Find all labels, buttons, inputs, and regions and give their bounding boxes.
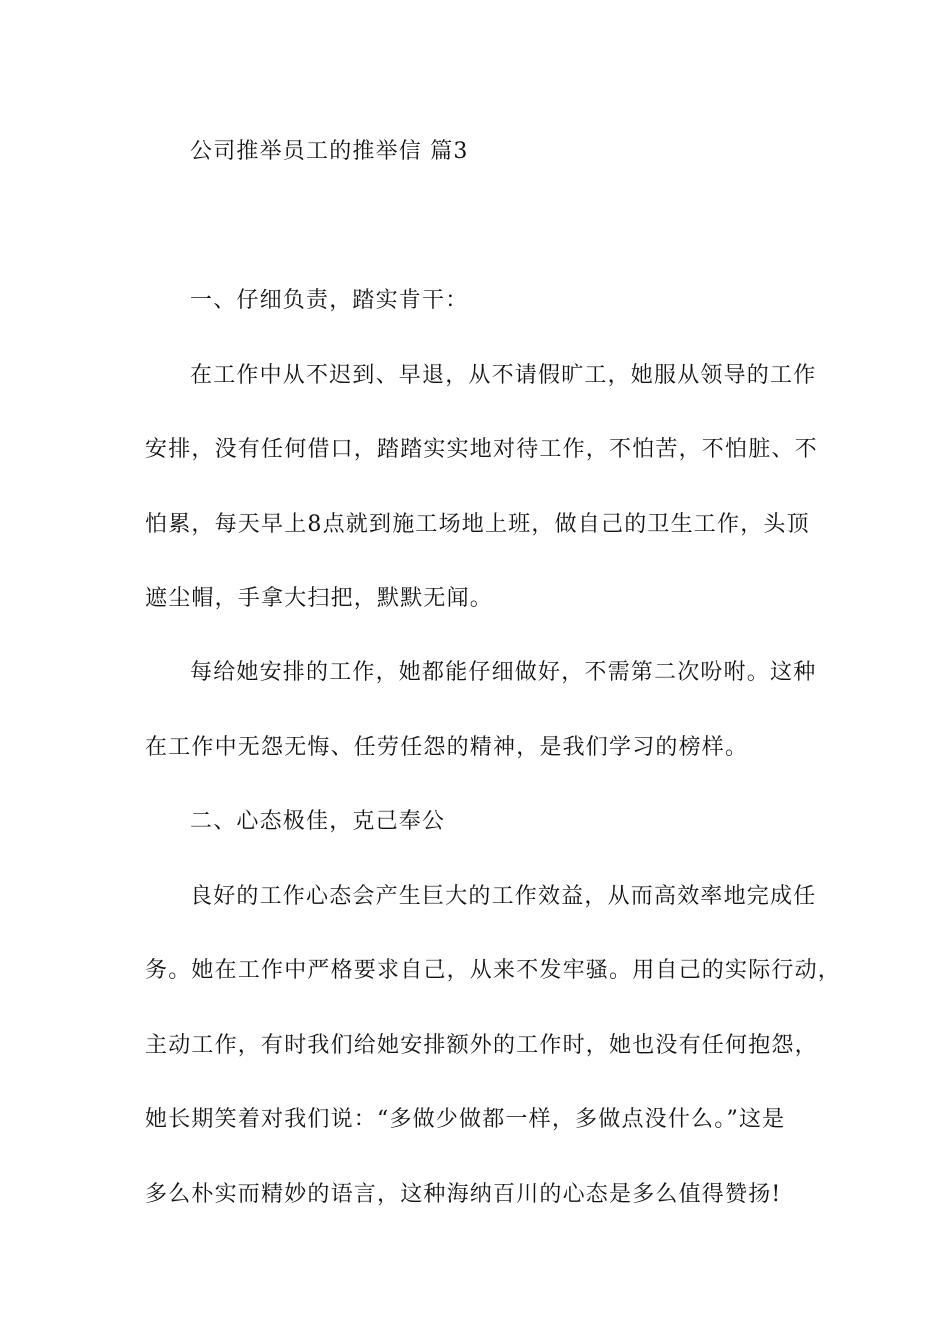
section-heading-1: 一、仔细负责，踏实肯干： (190, 288, 469, 313)
paragraph-line: 怕累，每天早上8点就到施工场地上班，做自己的卫生工作，头顶 (145, 512, 810, 537)
paragraph-line: 她长期笑着对我们说：“多做少做都一样，多做点没什么。”这是 (145, 1107, 786, 1132)
paragraph-line: 主动工作，有时我们给她安排额外的工作时，她也没有任何抱怨， (145, 1033, 818, 1058)
paragraph-line: 安排，没有任何借口，踏踏实实地对待工作，不怕苦，不怕脏、不 (145, 437, 818, 462)
paragraph-line: 良好的工作心态会产生巨大的工作效益，从而高效率地完成任 (190, 884, 817, 909)
paragraph-line: 每给她安排的工作，她都能仔细做好，不需第二次吩咐。这种 (190, 660, 817, 685)
document-title: 公司推举员工的推举信 篇3 (190, 139, 469, 164)
paragraph-line: 多么朴实而精妙的语言，这种海纳百川的心态是多么值得赞扬! (145, 1182, 782, 1207)
paragraph-line: 务。她在工作中严格要求自己，从来不发牢骚。用自己的实际行动， (145, 958, 842, 983)
section-heading-2: 二、心态极佳，克己奉公 (190, 809, 446, 834)
paragraph-line: 在工作中从不迟到、早退，从不请假旷工，她服从领导的工作 (190, 363, 817, 388)
paragraph-line: 在工作中无怨无悔、任劳任怨的精神，是我们学习的榜样。 (145, 735, 749, 760)
paragraph-line: 遮尘帽，手拿大扫把，默默无闻。 (145, 586, 494, 611)
